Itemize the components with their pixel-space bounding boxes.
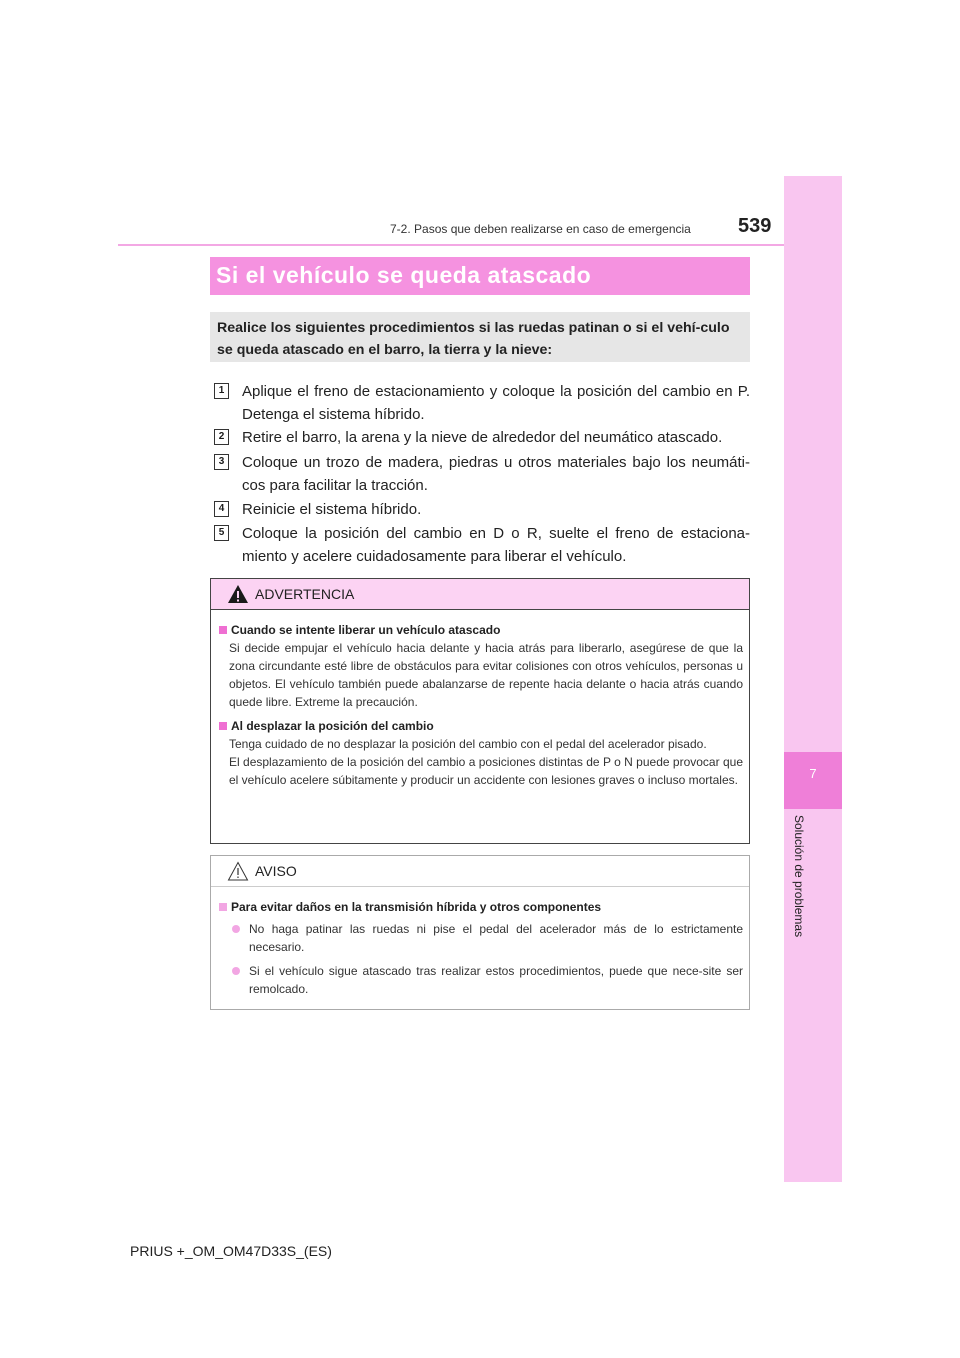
step — [214, 426, 750, 449]
warning-subheading: Cuando se intente liberar un vehículo atascado — [219, 621, 743, 639]
dot-bullet-icon — [232, 925, 240, 933]
notice-box — [210, 855, 750, 1010]
warning-paragraph: Tenga cuidado de no desplazar la posición del cambio con el pedal del acelerador pisado. — [229, 737, 707, 751]
notice-subheading: Para evitar daños en la transmisión híbrida y otros componentes — [219, 898, 743, 916]
step — [214, 451, 750, 497]
warning-header — [211, 579, 749, 610]
document-footer: PRIUS +_OM_OM47D33S_(ES) — [130, 1243, 332, 1259]
step-text: Aplique el freno de estacionamiento y coloque la posición del cambio en P. Detenga el sistema híbrido. — [242, 383, 750, 423]
section-header: 7-2. Pasos que deben realizarse en caso de emergencia — [390, 222, 691, 236]
page-number: 539 — [738, 215, 772, 237]
warning-section — [219, 621, 743, 711]
square-bullet-icon — [219, 903, 227, 911]
warning-paragraph: Si decide empujar el vehículo hacia delante y hacia atrás para liberarlo, asegúrese de que la zona circundante esté libre de obstáculos para evitar colisiones con otros vehículos, personas u objetos. El vehículo también puede abalanzarse de repente hacia delante o hacia atrás cuando quede libre. Extreme la precaución. — [229, 641, 743, 709]
chapter-number: 7 — [809, 766, 817, 781]
step-text: Coloque un trozo de madera, piedras u otros materiales bajo los neumáti-cos para facilitar la tracción. — [242, 454, 750, 494]
notice-bullet: Si el vehículo sigue atascado tras realizar estos procedimientos, puede que nece-site ser remolcado. — [229, 962, 743, 998]
notice-title: AVISO — [255, 863, 297, 879]
page-title: Si el vehículo se queda atascado — [216, 262, 592, 288]
side-tab — [784, 176, 842, 1182]
chapter-label: Solución de problemas — [792, 815, 806, 938]
step-text: Reinicie el sistema híbrido. — [242, 501, 422, 518]
dot-bullet-icon — [232, 967, 240, 975]
warning-section — [219, 717, 743, 789]
warning-box — [210, 578, 750, 844]
step-number: 2 — [214, 429, 229, 445]
step-number: 5 — [214, 525, 229, 541]
warning-title: ADVERTENCIA — [255, 586, 355, 602]
step — [214, 522, 750, 568]
square-bullet-icon — [219, 626, 227, 634]
notice-header — [211, 856, 749, 887]
warning-subheading: Al desplazar la posición del cambio — [219, 717, 743, 735]
step — [214, 498, 750, 521]
step-text: Retire el barro, la arena y la nieve de alrededor del neumático atascado. — [242, 429, 723, 446]
notice-bullet: No haga patinar las ruedas ni pise el pedal del acelerador más de lo estrictamente necesario. — [229, 920, 743, 956]
notice-section — [219, 898, 743, 998]
step — [214, 380, 750, 426]
step-number: 3 — [214, 454, 229, 470]
header-divider — [118, 244, 784, 246]
step-text: Coloque la posición del cambio en D o R, suelte el freno de estaciona-miento y acelere cuidadosamente para liberar el vehículo. — [242, 525, 750, 565]
caution-triangle-icon — [227, 861, 249, 881]
warning-triangle-icon — [227, 584, 249, 604]
step-number: 4 — [214, 501, 229, 517]
warning-paragraph: El desplazamiento de la posición del cambio a posiciones distintas de P o N puede provocar que el vehículo acelere súbitamente y producir un accidente con lesiones graves o incluso mortales. — [229, 755, 743, 787]
square-bullet-icon — [219, 722, 227, 730]
intro-text: Realice los siguientes procedimientos si las ruedas patinan o si el vehí-culo se queda atascado en el barro, la tierra y la nieve: — [217, 320, 730, 358]
step-number: 1 — [214, 383, 229, 399]
